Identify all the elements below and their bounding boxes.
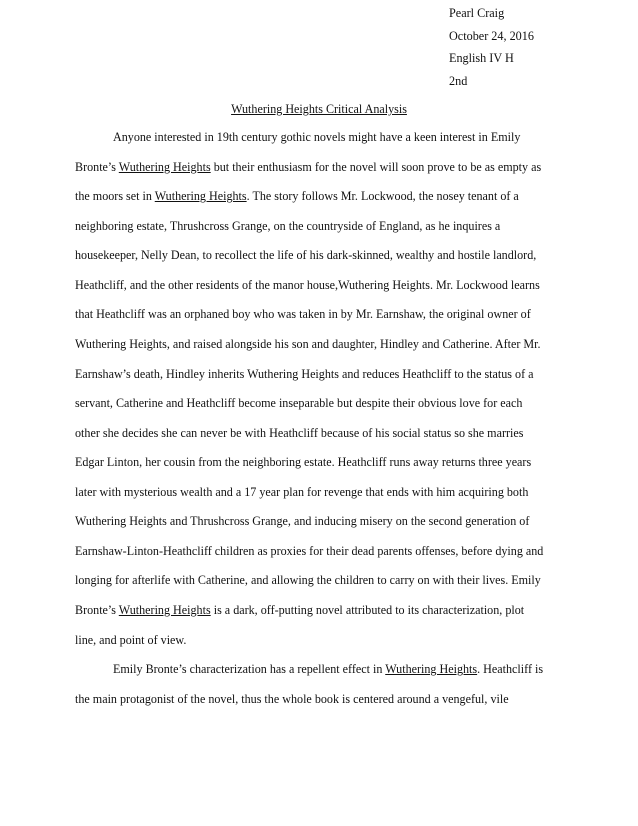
essay-body xyxy=(75,130,565,721)
line-text: but their enthusiasm for the novel will soon prove to be as empty as xyxy=(210,159,542,174)
line-text: Bronte’s xyxy=(75,159,119,174)
course-name: English IV H xyxy=(449,51,514,66)
essay-title: Wuthering Heights Critical Analysis xyxy=(231,102,407,116)
book-title-reference: Wuthering Heights xyxy=(154,189,247,204)
body-line: Anyone interested in 19th century gothic novels might have a keen interest in Emily xyxy=(113,130,521,144)
body-line: Earnshaw-Linton-Heathcliff children as proxies for their dead parents offenses, before dying and xyxy=(75,543,544,558)
line-text: . Heathcliff is xyxy=(477,662,544,677)
line-text: the moors set in xyxy=(75,189,155,204)
body-line: Wuthering Heights and Thrushcross Grange, and inducing misery on the second generation of xyxy=(75,514,530,529)
body-line xyxy=(75,603,565,633)
line-text: Bronte’s xyxy=(75,603,119,617)
book-title-reference: Wuthering Heights xyxy=(118,159,211,174)
body-line: servant, Catherine and Heathcliff become inseparable but despite their obvious love for each xyxy=(75,396,523,411)
essay-date: October 24, 2016 xyxy=(449,28,534,43)
line-text: Emily Bronte’s characterization has a repellent effect in xyxy=(113,662,386,677)
body-line: neighboring estate, Thrushcross Grange, on the countryside of England, as he inquires a xyxy=(75,218,501,233)
body-line: Wuthering Heights, and raised alongside his son and daughter, Hindley and Catherine. After Mr. xyxy=(75,336,541,351)
body-line: other she decides she can never be with Heathcliff because of his social status so she marries xyxy=(75,425,524,440)
body-line: later with mysterious wealth and a 17 year plan for revenge that ends with him acquiring both xyxy=(75,484,529,499)
body-line: that Heathcliff was an orphaned boy who was taken in by Mr. Earnshaw, the original owner of xyxy=(75,307,531,322)
book-title-reference: Wuthering Heights xyxy=(385,662,478,677)
body-line: housekeeper, Nelly Dean, to recollect the life of his dark-skinned, wealthy and hostile landlord, xyxy=(75,248,537,263)
heading-block xyxy=(449,6,619,96)
body-line: Earnshaw’s death, Hindley inherits Wuthering Heights and reduces Heathcliff to the status of a xyxy=(75,366,534,381)
body-line: Edgar Linton, her cousin from the neighboring estate. Heathcliff runs away returns three years xyxy=(75,455,532,470)
line-text: . The story follows Mr. Lockwood, the nosey tenant of a xyxy=(246,189,519,204)
line-text: is a dark, off-putting novel attributed to its characterization, plot xyxy=(210,603,525,617)
body-line: line, and point of view. xyxy=(75,632,187,647)
body-line: the main protagonist of the novel, thus the whole book is centered around a vengeful, vile xyxy=(75,691,509,706)
book-title-reference: Wuthering Heights xyxy=(118,603,211,617)
body-line xyxy=(75,662,565,692)
author-name: Pearl Craig xyxy=(449,6,505,20)
body-line: Heathcliff, and the other residents of the manor house,Wuthering Heights. Mr. Lockwood learns xyxy=(75,277,540,292)
body-line: longing for afterlife with Catherine, and allowing the children to carry on with their lives. Emily xyxy=(75,573,541,588)
class-period: 2nd xyxy=(449,73,468,88)
body-line xyxy=(75,189,565,219)
body-line xyxy=(75,160,565,190)
